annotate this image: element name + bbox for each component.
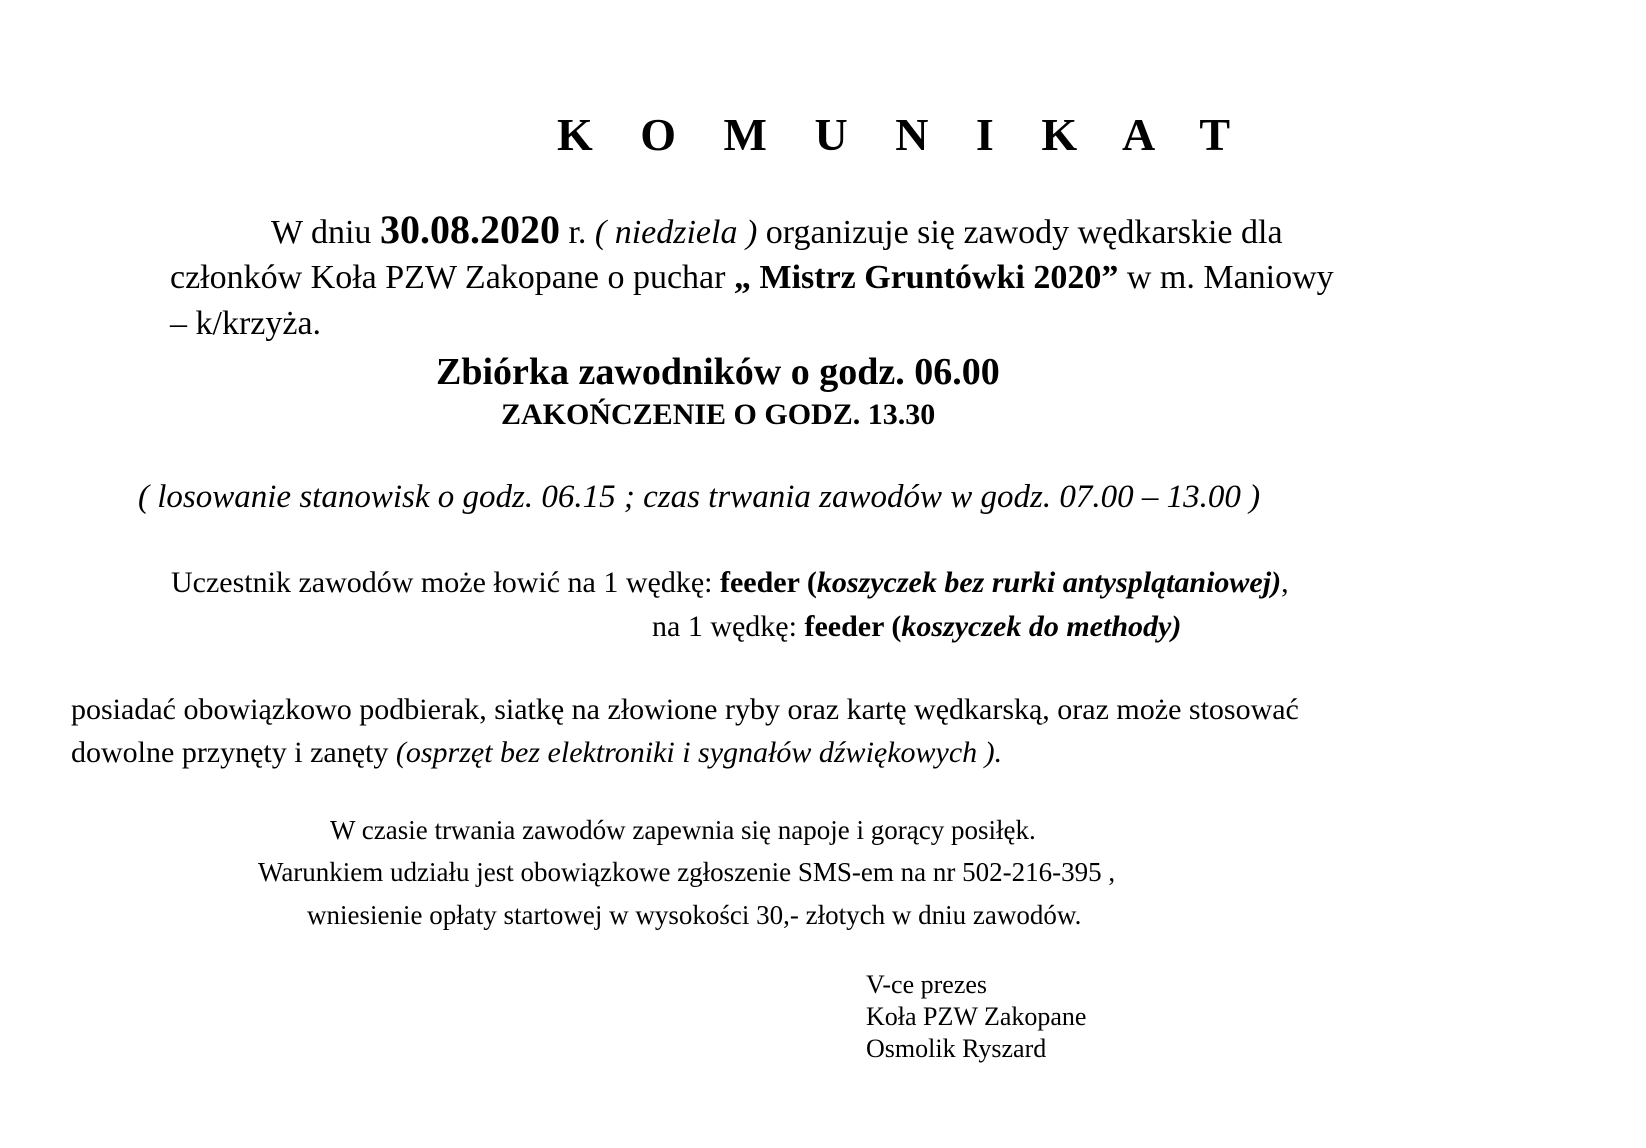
intro-line-2 xyxy=(170,261,1334,295)
info-line-3: wniesienie opłaty startowej w wysokości 30,- złotych w dniu zawodów. xyxy=(307,900,1082,930)
info-line-1: W czasie trwania zawodów zapewnia się napoje i gorący posiłęk. xyxy=(330,815,1036,845)
rule-description: koszyczek do methody) xyxy=(901,610,1182,643)
document-title: K O M U N I K A T xyxy=(557,109,1249,160)
intro-text: członków Koła PZW Zakopane o puchar xyxy=(170,259,734,296)
rule-text: ( xyxy=(883,610,902,643)
info-line-2: Warunkiem udziału jest obowiązkowe zgłoszenie SMS-em na nr 502-216-395 , xyxy=(258,857,1116,887)
cup-name: „ Mistrz Gruntówki 2020” xyxy=(733,259,1119,296)
schedule-note: ( losowanie stanowisk o godz. 06.15 ; czas trwania zawodów w godz. 07.00 – 13.00 ) xyxy=(138,479,1261,515)
intro-text: r. xyxy=(559,214,595,251)
event-day: ( niedziela ) xyxy=(594,214,758,251)
equipment-text: dowolne przynęty i zanęty xyxy=(71,736,396,769)
rule-text: Uczestnik zawodów może łowić na 1 wędkę: xyxy=(171,566,720,599)
rule-line-2 xyxy=(652,612,1181,642)
equipment-line-1: posiadać obowiązkowo podbierak, siatkę na złowione ryby oraz kartę wędkarską, oraz może stosować xyxy=(71,693,1299,726)
signature-role: V-ce prezes xyxy=(866,970,988,999)
equipment-line-2 xyxy=(71,738,1002,768)
ending-time: ZAKOŃCZENIE O GODZ. 13.30 xyxy=(501,398,936,431)
rule-line-1 xyxy=(171,568,1289,598)
intro-text: w m. Maniowy xyxy=(1118,259,1334,296)
gathering-time: Zbiórka zawodników o godz. 06.00 xyxy=(436,351,1000,393)
event-date: 30.08.2020 xyxy=(379,207,560,252)
signature-name: Osmolik Ryszard xyxy=(866,1034,1047,1063)
rule-description: koszyczek bez rurki antysplątaniowej) xyxy=(816,566,1282,599)
rule-text: , xyxy=(1281,566,1289,599)
rule-feeder: feeder xyxy=(804,610,884,643)
equipment-note: (osprzęt bez elektroniki i sygnałów dźwiękowych ). xyxy=(395,736,1003,769)
signature-org: Koła PZW Zakopane xyxy=(866,1002,1087,1031)
rule-feeder: feeder xyxy=(719,566,800,599)
rule-text: ( xyxy=(799,566,817,599)
intro-text: W dniu xyxy=(271,214,380,251)
intro-line-1 xyxy=(271,207,1283,252)
intro-text: organizuje się zawody wędkarskie dla xyxy=(757,214,1283,251)
rule-text: na 1 wędkę: xyxy=(652,610,805,643)
intro-line-3: – k/krzyża. xyxy=(170,305,322,342)
